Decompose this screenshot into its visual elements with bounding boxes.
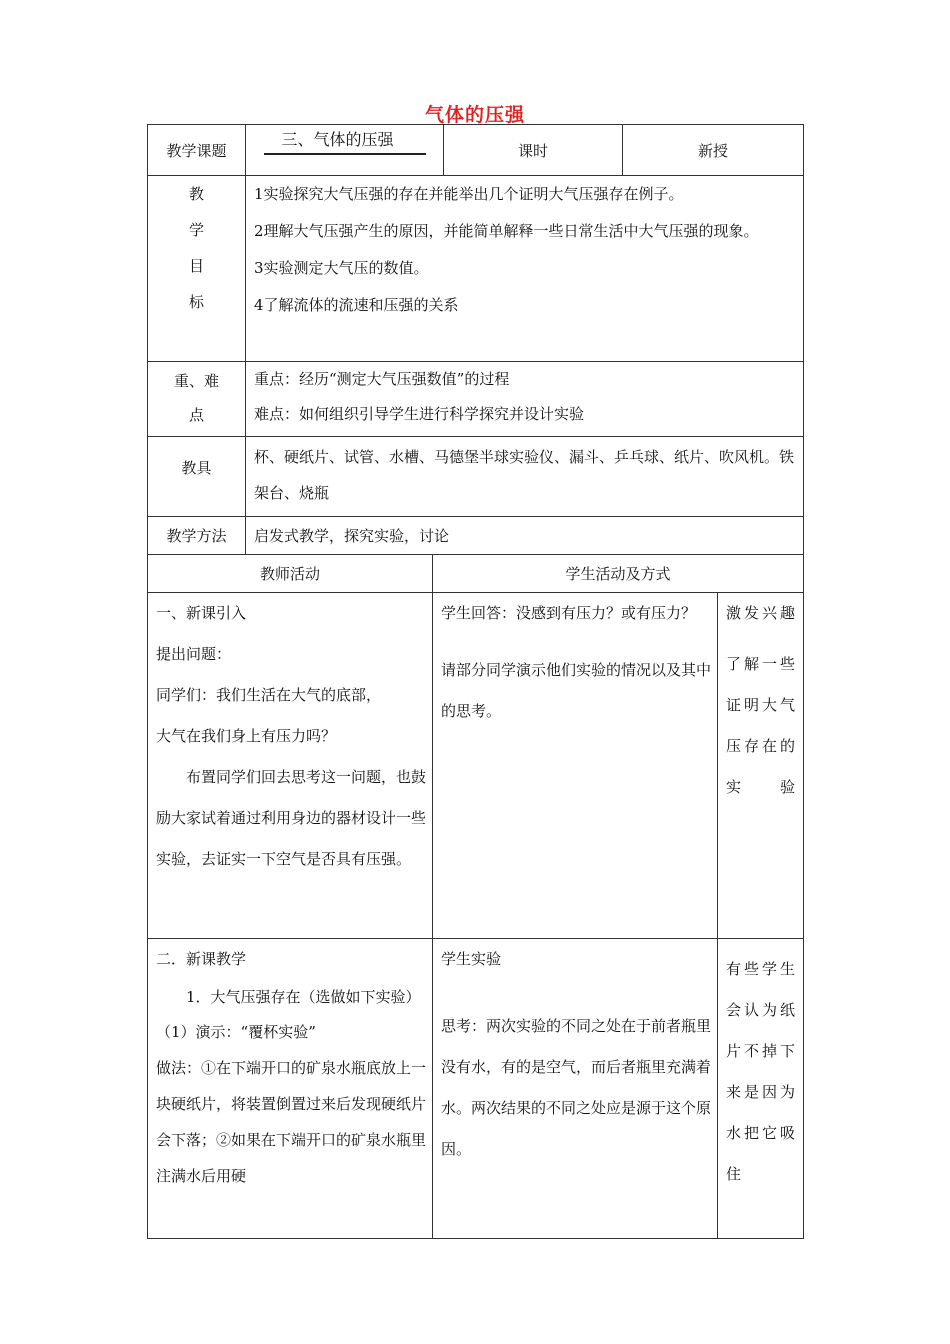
teacher-text: 大气在我们身上有压力吗？ [156, 727, 337, 745]
method-row [148, 517, 804, 555]
hours-label: 课时 [444, 125, 623, 176]
focus-point: 重点：经历“测定大气压强数值”的过程 [254, 370, 510, 388]
method-value: 启发式教学，探究实验，讨论 [246, 517, 804, 555]
teaching-heading: 二．新课教学 [156, 950, 247, 968]
objectives-label: 教 学 目 标 [148, 176, 246, 362]
subject-row [148, 125, 804, 176]
teacher-text: 1．大气压强存在（选做如下实验） [186, 988, 421, 1006]
teacher-text: （1）演示：“覆杯实验” [156, 1023, 316, 1041]
equipment-row [148, 437, 804, 517]
activity-header-row [148, 555, 804, 593]
equipment-label: 教具 [148, 437, 246, 517]
student-text: 思考：两次实验的不同之处在于前者瓶里没有水，有的是空气，而后者瓶里充满着水。两次结果的不同之处应是源于这个原因。 [441, 1017, 712, 1158]
teaching-section-row [148, 939, 804, 1239]
subject-value: 三、气体的压强 [264, 129, 426, 155]
objective-item: 2理解大气压强产生的原因，并能简单解释一些日常生活中大气压强的现象。 [254, 222, 759, 240]
objective-item: 1实验探究大气压强的存在并能举出几个证明大气压强存在例子。 [254, 185, 684, 203]
method-label: 教学方法 [148, 517, 246, 555]
remark-text: 了解一些证明大气压存在的实验 [726, 655, 796, 796]
student-activity-header: 学生活动及方式 [433, 555, 804, 593]
intro-heading: 一、新课引入 [156, 604, 247, 622]
teacher-text: 同学们：我们生活在大气的底部， [156, 686, 382, 704]
objective-item: 4了解流体的流速和压强的关系 [254, 296, 459, 314]
teacher-text: 提出问题： [156, 645, 232, 663]
document-title: 气体的压强 [424, 104, 525, 126]
teacher-activity-header: 教师活动 [148, 555, 433, 593]
lesson-type: 新授 [623, 125, 804, 176]
objectives-row [148, 176, 804, 362]
lesson-plan-table [147, 124, 804, 1239]
remark-text: 激发兴趣 [726, 604, 796, 622]
subject-label: 教学课题 [148, 125, 246, 176]
equipment-value: 杯、硬纸片、试管、水槽、马德堡半球实验仪、漏斗、乒乓球、纸片、吹风机。铁架台、烧瓶 [246, 437, 804, 517]
remark-text: 有些学生会认为纸片不掉下来是因为水把它吸住 [726, 960, 796, 1183]
intro-section-row [148, 593, 804, 939]
teacher-text: 做法：①在下端开口的矿泉水瓶底放上一块硬纸片，将装置倒置过来后发现硬纸片会下落；②如果在下端开口的矿泉水瓶里注满水后用硬 [156, 1059, 427, 1185]
key-points-label: 重、难 点 [148, 362, 246, 437]
student-experiment: 学生实验 [441, 950, 502, 968]
key-points-row [148, 362, 804, 437]
teacher-text: 布置同学们回去思考这一问题，也鼓励大家试着通过利用身边的器材设计一些实验，去证实一下空气是否具有压强。 [156, 768, 427, 868]
student-text: 请部分同学演示他们实验的情况以及其中的思考。 [441, 661, 712, 720]
objective-item: 3实验测定大气压的数值。 [254, 259, 429, 277]
difficulty-point: 难点：如何组织引导学生进行科学探究并设计实验 [254, 405, 585, 423]
student-text: 学生回答：没感到有压力？或有压力？ [441, 604, 697, 622]
